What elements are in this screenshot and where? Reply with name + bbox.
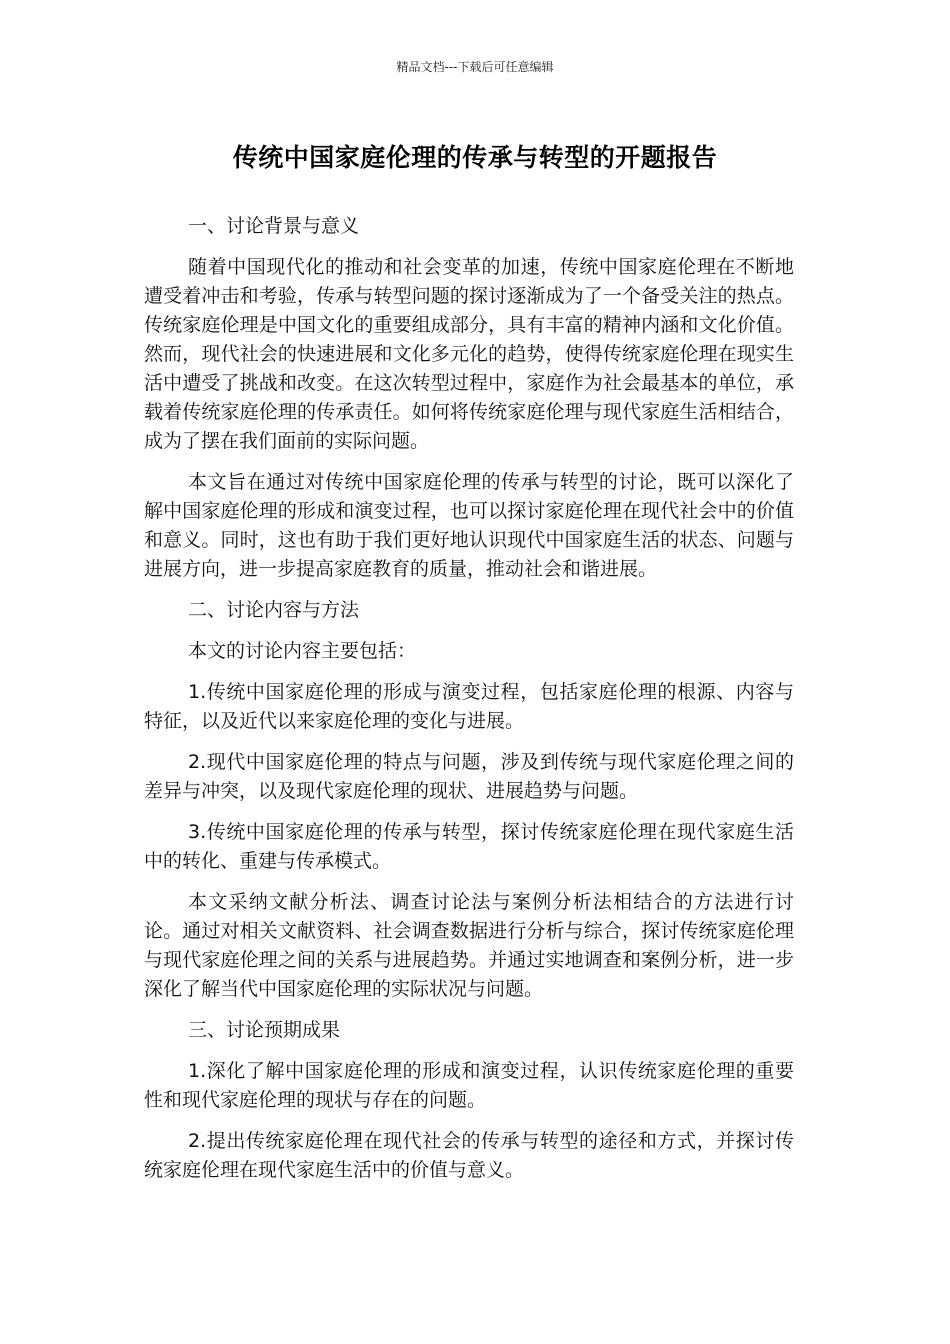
document-title: 传统中国家庭伦理的传承与转型的开题报告 (232, 143, 718, 172)
paragraph: 本文的讨论内容主要包括： (188, 640, 417, 662)
section-heading: 一、讨论背景与意义 (188, 215, 360, 237)
paragraph: 本文采纳文献分析法、调查讨论法与案例分析法相结合的方法进行讨论。通过对相关文献资料、社会调查数据进行分析与综合，探讨传统家庭伦理与现代家庭伦理之间的关系与进展趋势。并通过实地调查和案例分析，进一步深化了解当代中国家庭伦理的实际状况与问题。 (144, 891, 794, 1000)
paragraph: 本文旨在通过对传统中国家庭伦理的传承与转型的讨论，既可以深化了解中国家庭伦理的形成和演变过程，也可以探讨家庭伦理在现代社会中的价值和意义。同时，这也有助于我们更好地认识现代中国家庭生活的状态、问题与进展方向，进一步提高家庭教育的质量，推动社会和谐进展。 (144, 471, 794, 580)
section-background (144, 212, 794, 584)
list-item: 2.提出传统家庭伦理在现代社会的传承与转型的途径和方式，并探讨传统家庭伦理在现代家庭生活中的价值与意义。 (144, 1130, 794, 1181)
list-item: 3.传统中国家庭伦理的传承与转型，探讨传统家庭伦理在现代家庭生活中的转化、重建与传承模式。 (144, 821, 794, 872)
section-heading: 三、讨论预期成果 (188, 1019, 341, 1041)
paragraph: 随着中国现代化的推动和社会变革的加速，传统中国家庭伦理在不断地遭受着冲击和考验，传承与转型问题的探讨逐渐成为了一个备受关注的热点。传统家庭伦理是中国文化的重要组成部分，具有丰富的精神内涵和文化价值。然而，现代社会的快速进展和文化多元化的趋势，使得传统家庭伦理在现实生活中遭受了挑战和改变。在这次转型过程中，家庭作为社会最基本的单位，承载着传统家庭伦理的传承责任。如何将传统家庭伦理与现代家庭生活相结合，成为了摆在我们面前的实际问题。 (144, 256, 794, 452)
header-note: 精品文档---下载后可任意编辑 (396, 60, 554, 74)
section-content-methods (144, 596, 794, 1004)
section-expected-results (144, 1016, 794, 1185)
list-item: 2.现代中国家庭伦理的特点与问题，涉及到传统与现代家庭伦理之间的差异与冲突，以及现代家庭伦理的现状、进展趋势与问题。 (144, 751, 794, 802)
list-item: 1.深化了解中国家庭伦理的形成和演变过程，认识传统家庭伦理的重要性和现代家庭伦理的现状与存在的问题。 (144, 1060, 794, 1111)
document-body (144, 212, 794, 1197)
section-heading: 二、讨论内容与方法 (188, 599, 360, 621)
list-item: 1.传统中国家庭伦理的形成与演变过程，包括家庭伦理的根源、内容与特征，以及近代以来家庭伦理的变化与进展。 (144, 681, 794, 732)
